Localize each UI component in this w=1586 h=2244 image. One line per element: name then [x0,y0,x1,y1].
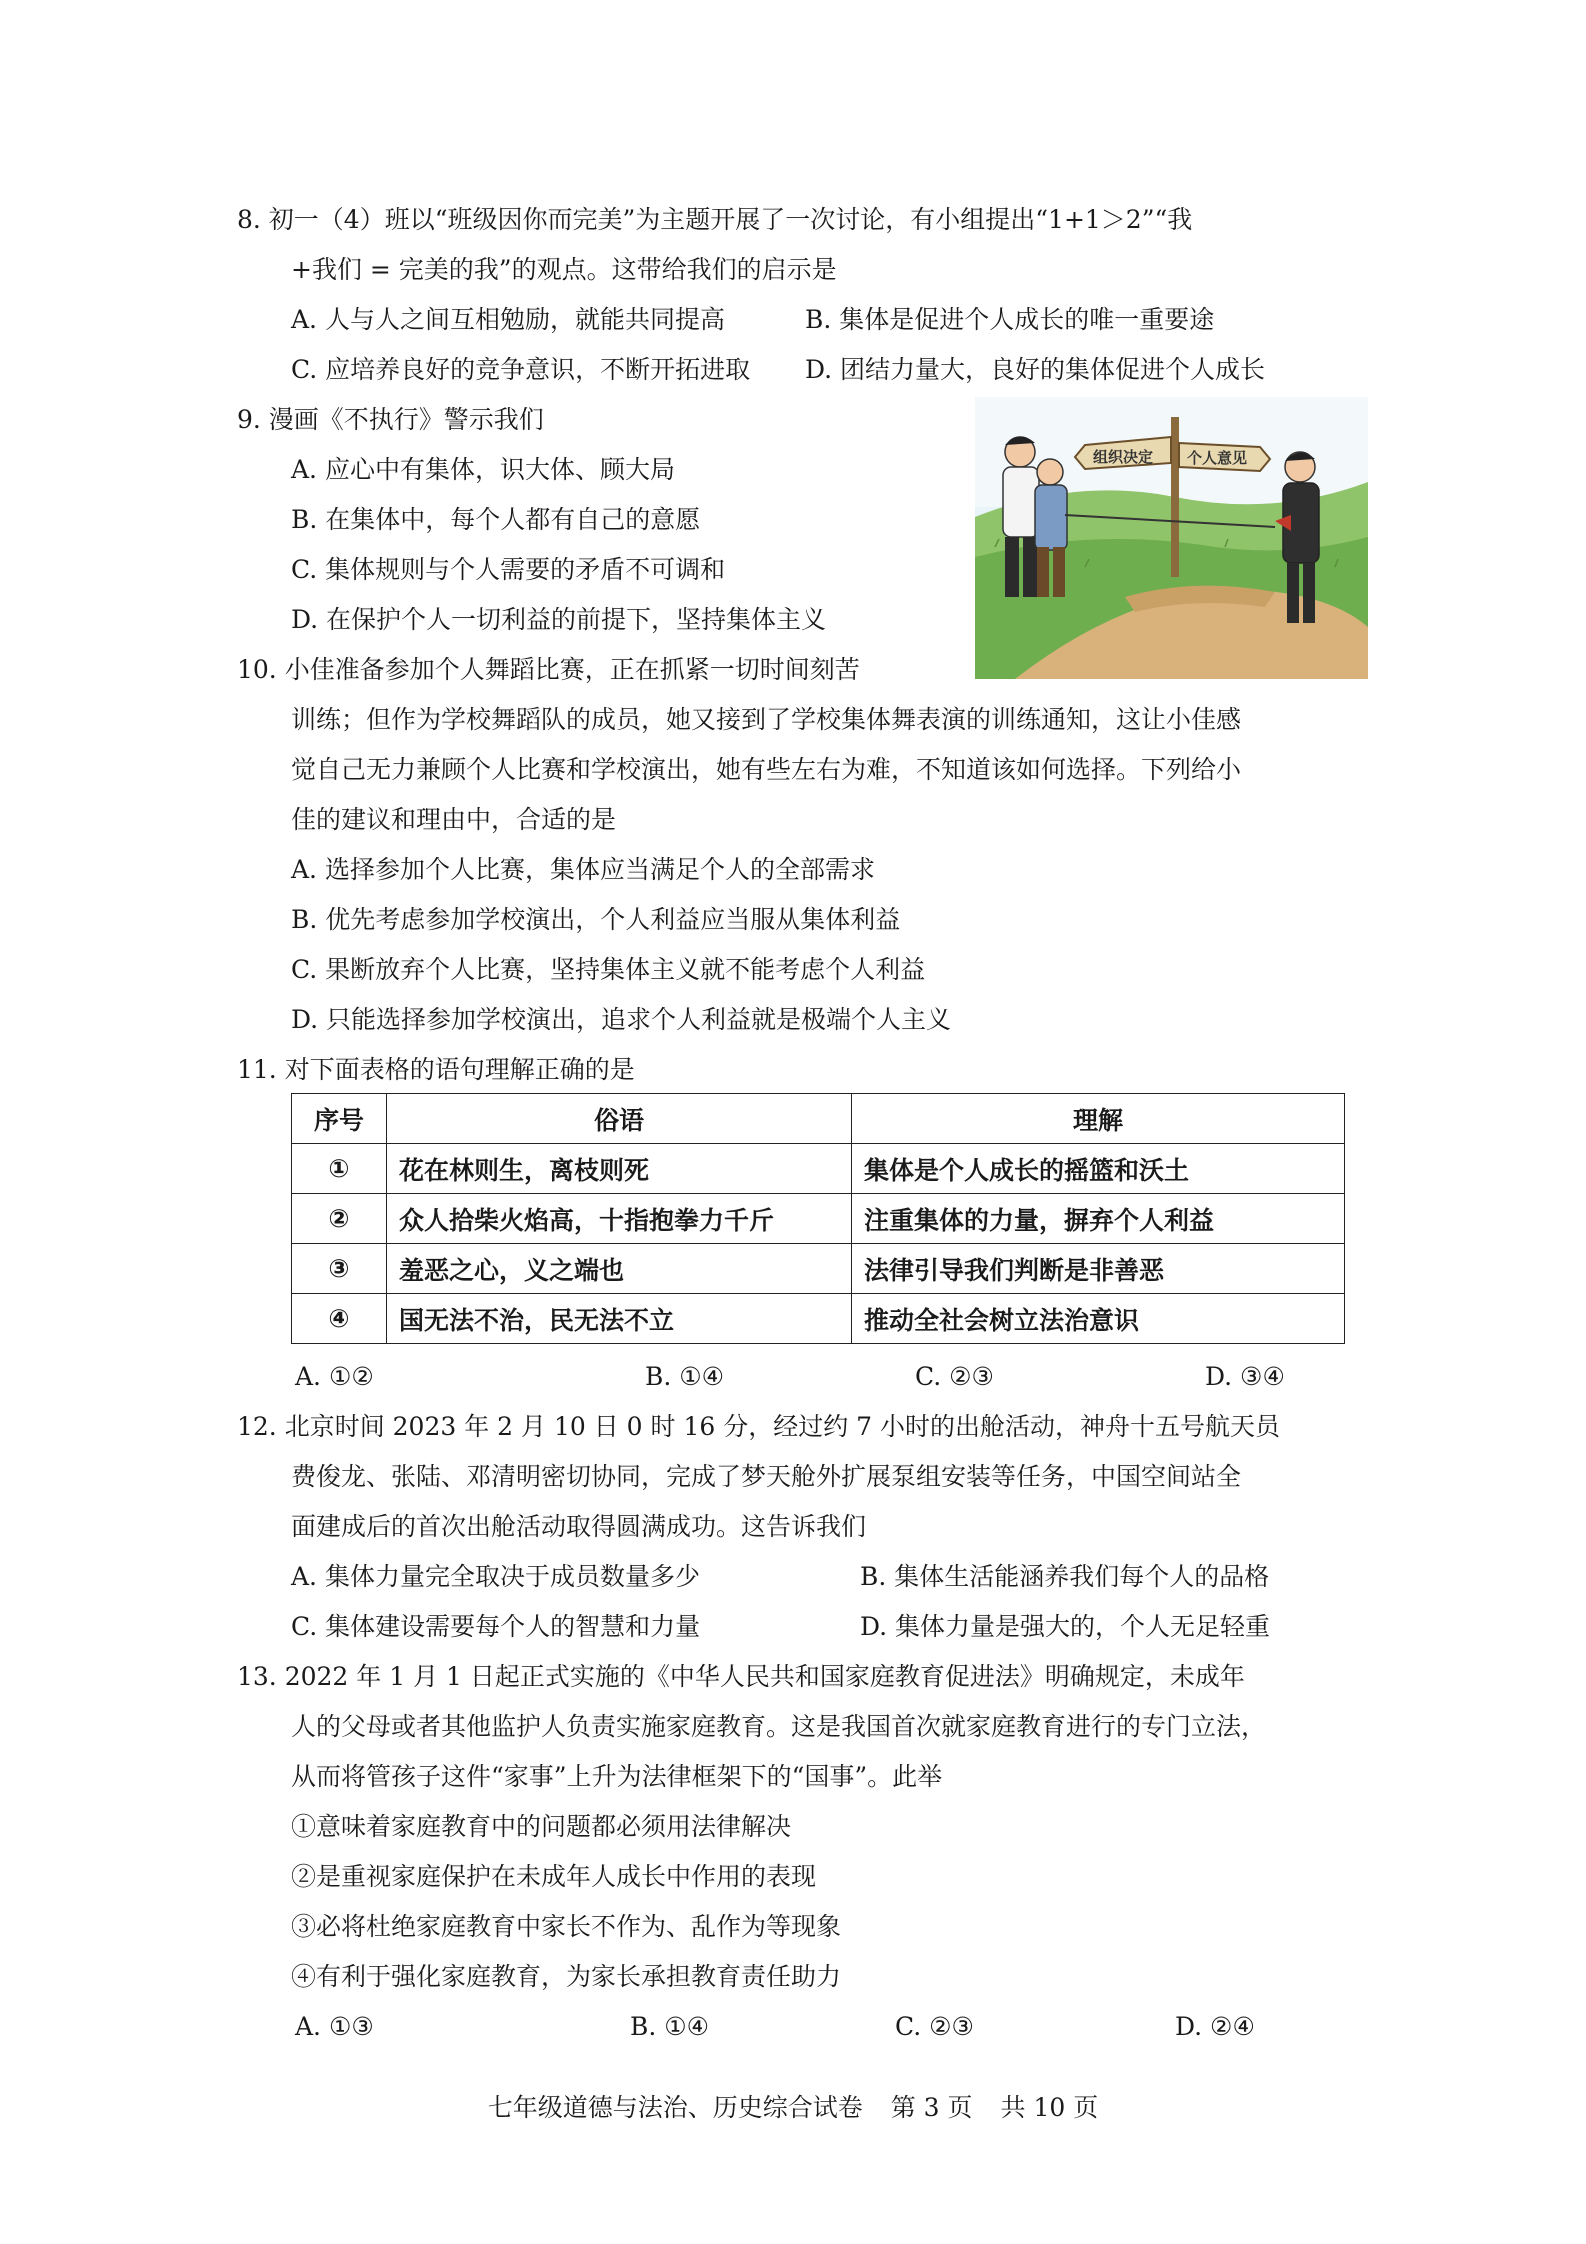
table-row [292,1144,1345,1194]
proverb-table [291,1093,1345,1344]
q8-option-d: D. 团结力量大，良好的集体促进个人成长 [805,355,1266,384]
q13-stem-line2: 人的父母或者其他监护人负责实施家庭教育。这是我国首次就家庭教育进行的专门立法， [291,1712,1267,1741]
q11-option-b: B. ①④ [645,1362,725,1391]
q12-stem-line1: 12. 北京时间 2023 年 2 月 10 日 0 时 16 分，经过约 7 小时的出舱活动，神舟十五号航天员 [237,1412,1281,1441]
footer-exam-title: 七年级道德与法治、历史综合试卷 [487,2093,863,2122]
row-proverb: 花在林则生，离枝则死 [387,1144,852,1194]
row-understanding: 法律引导我们判断是非善恶 [852,1244,1345,1294]
table-header-row [292,1094,1345,1144]
row-understanding: 推动全社会树立法治意识 [852,1294,1345,1344]
row-index: ① [292,1144,387,1194]
q10-option-a: A. 选择参加个人比赛，集体应当满足个人的全部需求 [291,855,875,884]
q8-stem-line2: +我们 = 完美的我”的观点。这带给我们的启示是 [291,255,837,284]
q8-stem-line1: 8. 初一（4）班以“班级因你而完美”为主题开展了一次讨论，有小组提出“1+1＞2”“我 [237,205,1193,234]
q12-stem-line3: 面建成后的首次出舱活动取得圆满成功。这告诉我们 [291,1512,867,1541]
row-index: ② [292,1194,387,1244]
footer-page-number: 第 3 页 [890,2093,973,2122]
q12-option-c: C. 集体建设需要每个人的智慧和力量 [291,1612,701,1641]
row-proverb: 国无法不治，民无法不立 [387,1294,852,1344]
q13-stem-line1: 13. 2022 年 1 月 1 日起正式实施的《中华人民共和国家庭教育促进法》明确规定，未成年 [237,1662,1245,1691]
table-row [292,1244,1345,1294]
q11-option-d: D. ③④ [1205,1362,1285,1391]
page-footer [0,2088,1586,2124]
q13-statement-4: ④有利于强化家庭教育，为家长承担教育责任助力 [291,1962,842,1991]
footer-total-pages: 共 10 页 [1000,2093,1099,2122]
q12-option-d: D. 集体力量是强大的，个人无足轻重 [860,1612,1271,1641]
q10-stem-line4: 佳的建议和理由中，合适的是 [291,805,617,834]
q13-statement-1: ①意味着家庭教育中的问题都必须用法律解决 [291,1812,792,1841]
q8-option-c: C. 应培养良好的竞争意识，不断开拓进取 [291,355,751,384]
row-proverb: 羞恶之心，义之端也 [387,1244,852,1294]
header-proverb: 俗语 [387,1094,852,1144]
q8-option-b: B. 集体是促进个人成长的唯一重要途 [805,305,1215,334]
q11-option-a: A. ①② [295,1362,374,1391]
cartoon-illustration [975,397,1368,679]
q13-statement-2: ②是重视家庭保护在未成年人成长中作用的表现 [291,1862,817,1891]
q11-stem: 11. 对下面表格的语句理解正确的是 [237,1055,635,1084]
q9-option-b: B. 在集体中，每个人都有自己的意愿 [291,505,701,534]
q9-option-d: D. 在保护个人一切利益的前提下，坚持集体主义 [291,605,827,634]
q11-option-c: C. ②③ [915,1362,994,1391]
sign-organization-decision: 组织决定 [1093,448,1154,466]
header-understanding: 理解 [852,1094,1345,1144]
q10-option-d: D. 只能选择参加学校演出，追求个人利益就是极端个人主义 [291,1005,952,1034]
q9-option-c: C. 集体规则与个人需要的矛盾不可调和 [291,555,726,584]
row-proverb: 众人拾柴火焰高，十指抱拳力千斤 [387,1194,852,1244]
table-row [292,1194,1345,1244]
q9-stem: 9. 漫画《不执行》警示我们 [237,405,544,434]
row-index: ④ [292,1294,387,1344]
q13-stem-line3: 从而将管孩子这件“家事”上升为法律框架下的“国事”。此举 [291,1762,943,1791]
q13-option-c: C. ②③ [895,2012,974,2041]
q12-stem-line2: 费俊龙、张陆、邓清明密切协同，完成了梦天舱外扩展泵组安装等任务，中国空间站全 [291,1462,1242,1491]
q12-option-a: A. 集体力量完全取决于成员数量多少 [291,1562,700,1591]
q12-option-b: B. 集体生活能涵养我们每个人的品格 [860,1562,1270,1591]
q10-stem-line3: 觉自己无力兼顾个人比赛和学校演出，她有些左右为难，不知道该如何选择。下列给小 [291,755,1242,784]
header-index: 序号 [292,1094,387,1144]
row-understanding: 注重集体的力量，摒弃个人利益 [852,1194,1345,1244]
q13-option-d: D. ②④ [1175,2012,1255,2041]
row-understanding: 集体是个人成长的摇篮和沃土 [852,1144,1345,1194]
q8-option-a: A. 人与人之间互相勉励，就能共同提高 [291,305,725,334]
q9-option-a: A. 应心中有集体，识大体、顾大局 [291,455,675,484]
q10-option-c: C. 果断放弃个人比赛，坚持集体主义就不能考虑个人利益 [291,955,926,984]
q10-option-b: B. 优先考虑参加学校演出，个人利益应当服从集体利益 [291,905,901,934]
q13-option-b: B. ①④ [630,2012,710,2041]
table-row [292,1294,1345,1344]
row-index: ③ [292,1244,387,1294]
q13-option-a: A. ①③ [295,2012,374,2041]
sign-personal-opinion: 个人意见 [1187,449,1248,467]
q10-stem-line2: 训练；但作为学校舞蹈队的成员，她又接到了学校集体舞表演的训练通知，这让小佳感 [291,705,1242,734]
q13-statement-3: ③必将杜绝家庭教育中家长不作为、乱作为等现象 [291,1912,842,1941]
q10-stem-line1: 10. 小佳准备参加个人舞蹈比赛，正在抓紧一切时间刻苦 [237,655,860,684]
